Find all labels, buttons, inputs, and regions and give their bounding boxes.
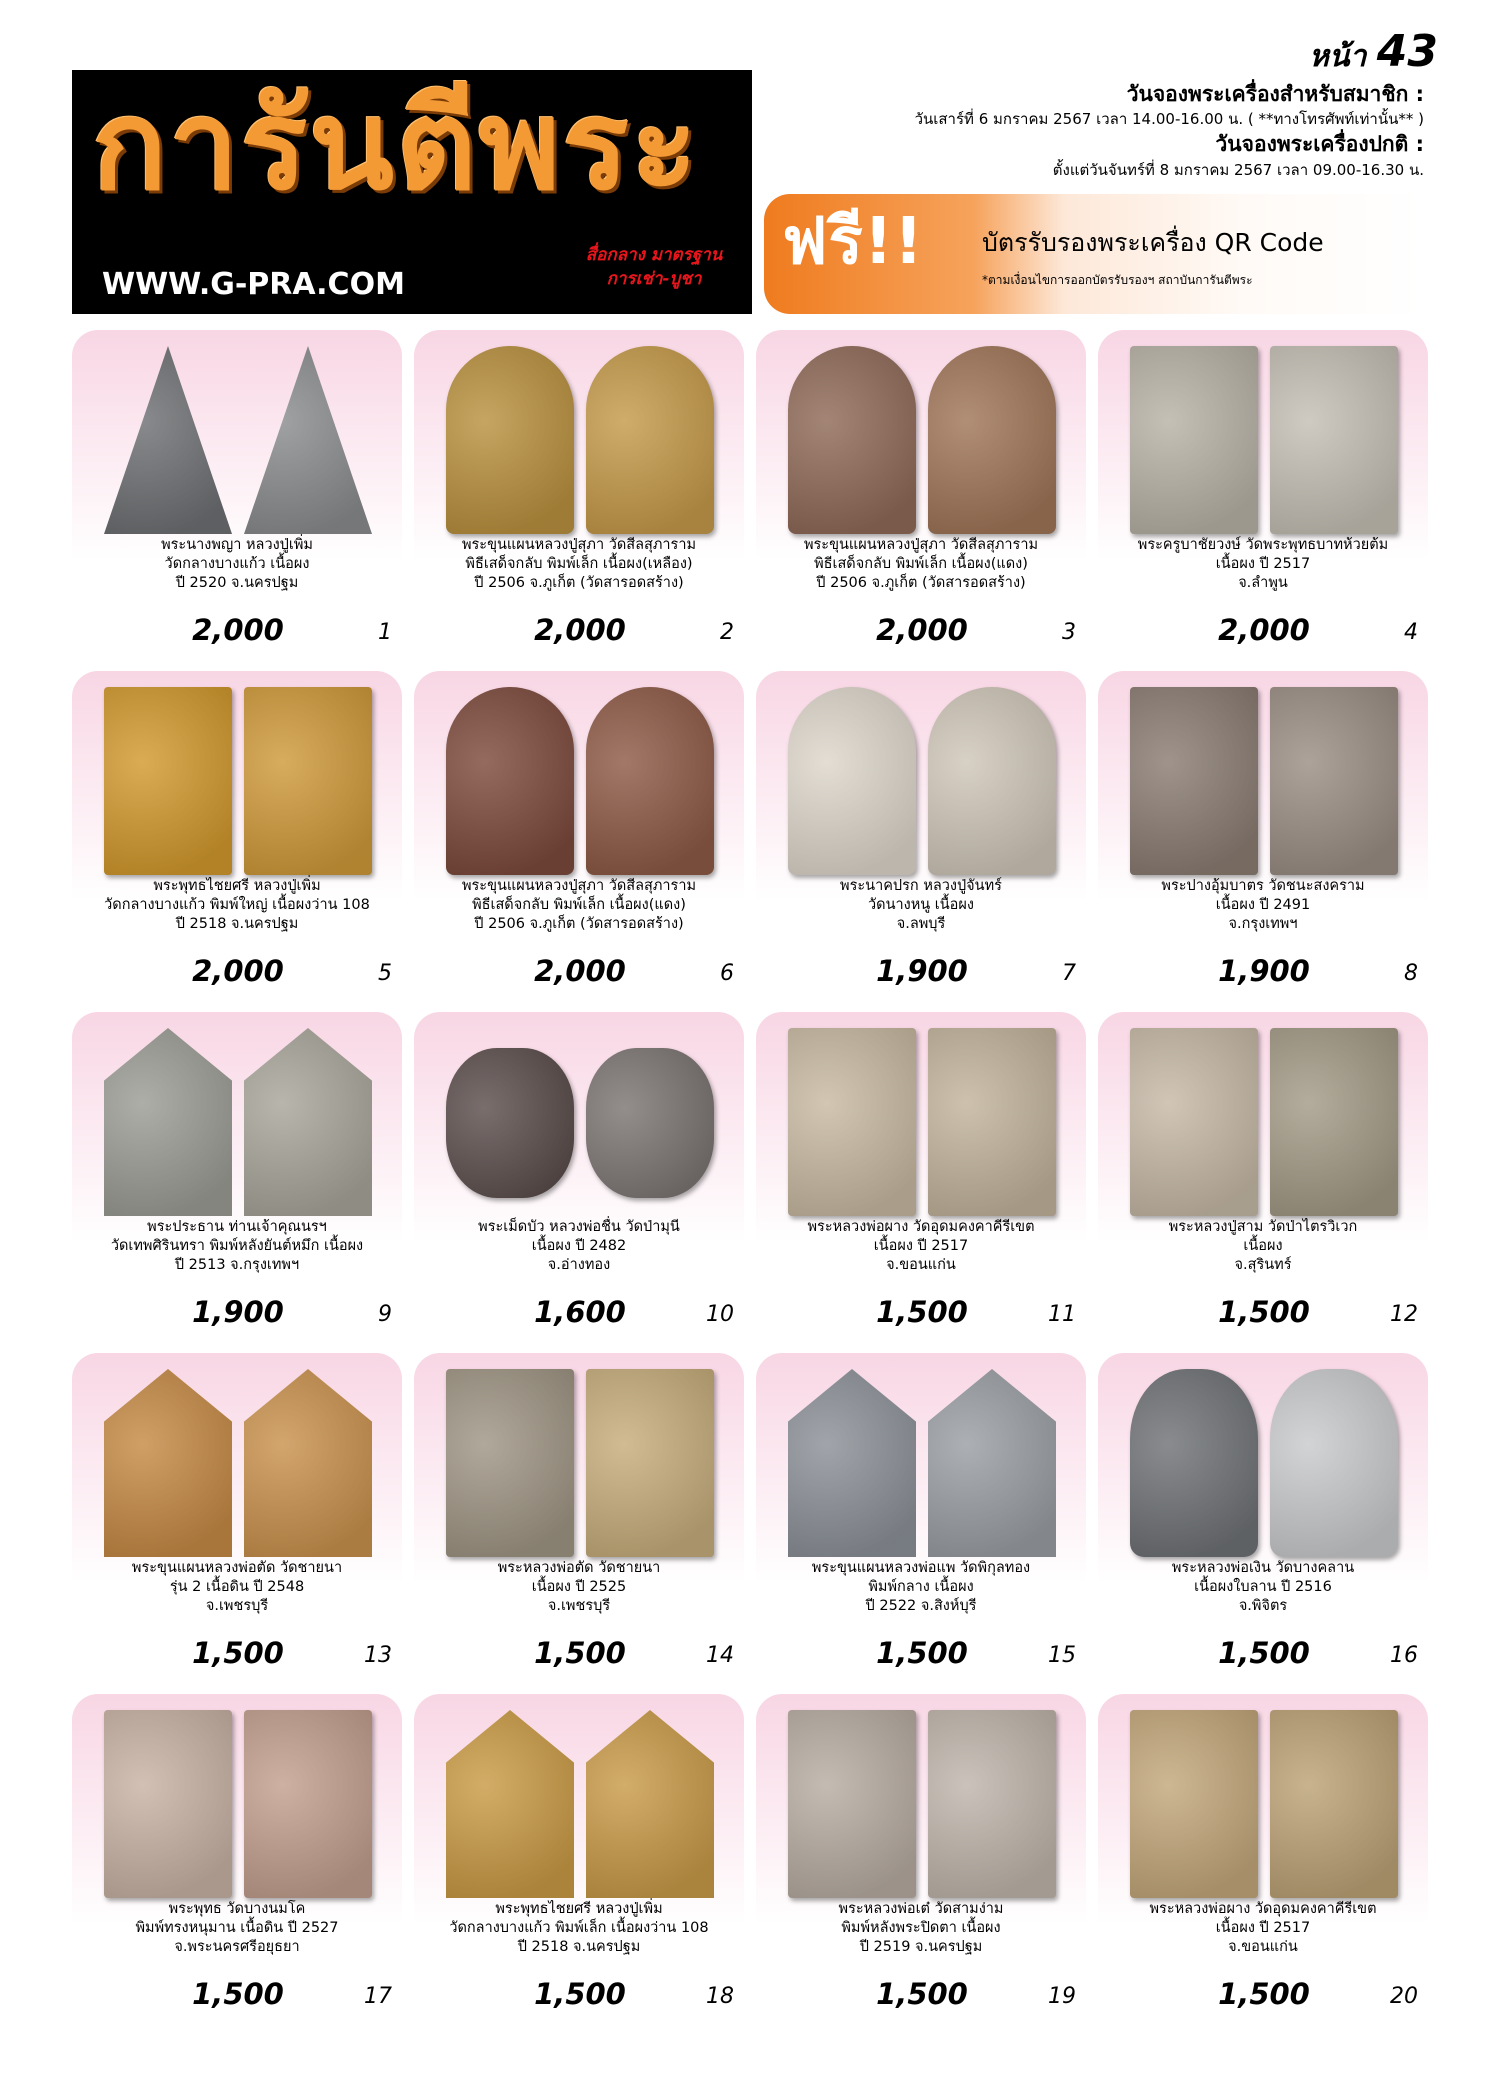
amulet-description-line: พระพุทธ วัดบางนมโค bbox=[168, 1901, 306, 1917]
logo-tagline-line-2: การเช่า-บูชา bbox=[606, 268, 702, 289]
amulet-description-line: พระปางอุ้มบาตร วัดชนะสงคราม bbox=[1161, 878, 1365, 894]
amulet-description-line: พระขุนแผนหลวงปู่สุภา วัดสีลสุภาราม bbox=[803, 537, 1039, 553]
amulet-front-image bbox=[104, 687, 232, 875]
amulet-back-image bbox=[1270, 1028, 1398, 1216]
amulet-item-number: 1 bbox=[378, 620, 392, 645]
amulet-card bbox=[414, 1694, 744, 2027]
amulet-front-image bbox=[788, 1028, 916, 1216]
amulet-front-image bbox=[446, 687, 574, 875]
page-number bbox=[1309, 26, 1438, 80]
amulet-item-number: 10 bbox=[706, 1302, 734, 1327]
amulet-back-image bbox=[586, 1369, 714, 1557]
amulet-front-image bbox=[104, 1710, 232, 1898]
amulet-description-line: พระหลวงพ่อผาง วัดอุดมคงคาคีรีเขต bbox=[1149, 1901, 1377, 1917]
amulet-description bbox=[1098, 536, 1428, 593]
amulet-description bbox=[72, 1900, 402, 1957]
amulet-description bbox=[756, 1900, 1086, 1957]
amulet-description-line: เนื้อผง ปี 2517 bbox=[1215, 1920, 1311, 1937]
amulet-back-image bbox=[244, 1710, 372, 1898]
amulet-front-image bbox=[1130, 346, 1258, 534]
amulet-description-line: จ.ขอนแก่น bbox=[886, 1257, 956, 1274]
amulet-description bbox=[1098, 1559, 1428, 1616]
amulet-description-line: วัดกลางบางแก้ว พิมพ์เล็ก เนื้อผงว่าน 108 bbox=[449, 1920, 709, 1937]
amulet-front-image bbox=[788, 346, 916, 534]
amulet-card bbox=[414, 1012, 744, 1345]
amulet-description bbox=[414, 877, 744, 934]
amulet-card bbox=[756, 330, 1086, 663]
promo-free-label: ฟรี!! bbox=[782, 205, 925, 279]
amulet-price: 2,000 bbox=[534, 954, 626, 988]
amulet-back-image bbox=[244, 1028, 372, 1216]
amulet-description-line: ปี 2506 จ.ภูเก็ต (วัดสารอดสร้าง) bbox=[474, 575, 684, 592]
amulet-back-image bbox=[244, 346, 372, 534]
amulet-back-image bbox=[928, 1028, 1056, 1216]
amulet-description-line: พระพุทธไชยศรี หลวงปู่เพิ่ม bbox=[495, 1901, 663, 1917]
amulet-front-image bbox=[1130, 1028, 1258, 1216]
regular-booking-title: วันจองพระเครื่องปกติ : bbox=[1215, 132, 1424, 157]
amulet-description-line: เนื้อผง ปี 2517 bbox=[1215, 556, 1311, 573]
logo-url: WWW.G-PRA.COM bbox=[102, 267, 405, 302]
amulet-front-image bbox=[446, 1048, 574, 1198]
amulet-price: 1,500 bbox=[876, 1977, 968, 2011]
amulet-item-number: 17 bbox=[364, 1984, 392, 2009]
amulet-description-line: ปี 2519 จ.นครปฐม bbox=[859, 1939, 983, 1956]
amulet-card bbox=[756, 1353, 1086, 1686]
amulet-item-number: 8 bbox=[1404, 961, 1418, 986]
amulet-card bbox=[72, 1694, 402, 2027]
amulet-back-image bbox=[928, 1710, 1056, 1898]
amulet-description-line: จ.ลพบุรี bbox=[896, 916, 946, 933]
amulet-description-line: จ.เพชรบุรี bbox=[205, 1598, 269, 1615]
amulet-card bbox=[72, 671, 402, 1004]
amulet-card bbox=[72, 330, 402, 663]
amulet-description-line: พระหลวงพ่อตัด วัดชายนา bbox=[497, 1560, 661, 1576]
page-number-value: 43 bbox=[1376, 26, 1438, 77]
amulet-card bbox=[756, 1694, 1086, 2027]
amulet-front-image bbox=[1130, 1369, 1258, 1557]
amulet-description-line: พิมพ์กลาง เนื้อผง bbox=[868, 1579, 974, 1596]
amulet-price: 1,900 bbox=[1218, 954, 1310, 988]
amulet-description-line: จ.สุรินทร์ bbox=[1234, 1257, 1292, 1274]
amulet-item-number: 2 bbox=[720, 620, 734, 645]
amulet-description-line: พระขุนแผนหลวงพ่อตัด วัดชายนา bbox=[131, 1560, 343, 1576]
amulet-description-line: พระขุนแผนหลวงพ่อแพ วัดพิกุลทอง bbox=[811, 1560, 1031, 1576]
amulet-item-number: 4 bbox=[1404, 620, 1418, 645]
amulet-description-line: พระประธาน ท่านเจ้าคุณนรฯ bbox=[147, 1219, 327, 1235]
amulet-description-line: จ.กรุงเทพฯ bbox=[1228, 916, 1298, 933]
amulet-item-number: 15 bbox=[1048, 1643, 1076, 1668]
amulet-description-line: ปี 2518 จ.นครปฐม bbox=[175, 916, 299, 933]
amulet-description-line: ปี 2513 จ.กรุงเทพฯ bbox=[174, 1257, 300, 1274]
amulet-back-image bbox=[586, 346, 714, 534]
amulet-card bbox=[72, 1353, 402, 1686]
amulet-card bbox=[1098, 330, 1428, 663]
amulet-item-number: 14 bbox=[706, 1643, 734, 1668]
amulet-description-line: เนื้อผง ปี 2517 bbox=[873, 1238, 969, 1255]
logo-tagline-line-1: สื่อกลาง มาตรฐาน bbox=[585, 245, 723, 265]
amulet-back-image bbox=[244, 687, 372, 875]
amulet-card bbox=[1098, 671, 1428, 1004]
amulet-description-line: พระหลวงพ่อเงิน วัดบางคลาน bbox=[1171, 1560, 1355, 1576]
amulet-back-image bbox=[586, 687, 714, 875]
amulet-description bbox=[1098, 1900, 1428, 1957]
amulet-description bbox=[414, 1218, 744, 1275]
amulet-price: 2,000 bbox=[876, 613, 968, 647]
amulet-description-line: วัดกลางบางแก้ว เนื้อผง bbox=[164, 556, 310, 573]
amulet-item-number: 13 bbox=[364, 1643, 392, 1668]
amulet-price: 1,500 bbox=[876, 1636, 968, 1670]
amulet-item-number: 12 bbox=[1390, 1302, 1418, 1327]
amulet-description-line: พิมพ์ทรงหนุมาน เนื้อดิน ปี 2527 bbox=[135, 1920, 339, 1937]
amulet-item-number: 16 bbox=[1390, 1643, 1418, 1668]
amulet-back-image bbox=[928, 1369, 1056, 1557]
regular-booking-time: ตั้งแต่วันจันทร์ที่ 8 มกราคม 2567 เวลา 09.00-16.30 น. bbox=[1052, 160, 1424, 179]
amulet-description-line: จ.เพชรบุรี bbox=[547, 1598, 611, 1615]
amulet-price: 2,000 bbox=[534, 613, 626, 647]
amulet-back-image bbox=[586, 1710, 714, 1898]
member-booking-time: วันเสาร์ที่ 6 มกราคม 2567 เวลา 14.00-16.00 น. ( **ทางโทรศัพท์เท่านั้น** ) bbox=[914, 110, 1424, 129]
amulet-description-line: พระนาคปรก หลวงปู่จันทร์ bbox=[840, 878, 1002, 894]
amulet-item-number: 6 bbox=[720, 961, 734, 986]
amulet-card bbox=[414, 330, 744, 663]
amulet-back-image bbox=[244, 1369, 372, 1557]
amulet-price: 1,500 bbox=[192, 1636, 284, 1670]
amulet-back-image bbox=[1270, 346, 1398, 534]
amulet-back-image bbox=[1270, 1369, 1398, 1557]
amulet-front-image bbox=[446, 346, 574, 534]
amulet-description-line: วัดกลางบางแก้ว พิมพ์ใหญ่ เนื้อผงว่าน 108 bbox=[104, 897, 370, 914]
amulet-card bbox=[1098, 1694, 1428, 2027]
amulet-front-image bbox=[1130, 1710, 1258, 1898]
amulet-description-line: พระครูบาชัยวงษ์ วัดพระพุทธบาทห้วยต้ม bbox=[1137, 537, 1389, 553]
page-label: หน้า bbox=[1309, 39, 1367, 74]
amulet-description-line: เนื้อผง ปี 2482 bbox=[531, 1238, 627, 1255]
amulet-price: 1,500 bbox=[534, 1977, 626, 2011]
amulet-item-number: 11 bbox=[1048, 1302, 1076, 1327]
amulet-description-line: พิธีเสด็จกลับ พิมพ์เล็ก เนื้อผง(เหลือง) bbox=[465, 556, 693, 573]
amulet-description-line: พระขุนแผนหลวงปู่สุภา วัดสีลสุภาราม bbox=[461, 537, 697, 553]
amulet-description-line: วัดนางหนู เนื้อผง bbox=[868, 897, 974, 914]
amulet-description-line: ปี 2520 จ.นครปฐม bbox=[175, 575, 299, 592]
logo-tagline bbox=[564, 244, 744, 292]
amulet-price: 1,500 bbox=[534, 1636, 626, 1670]
amulet-card bbox=[1098, 1012, 1428, 1345]
amulet-description-line: รุ่น 2 เนื้อดิน ปี 2548 bbox=[169, 1579, 305, 1596]
amulet-back-image bbox=[928, 687, 1056, 875]
amulet-description-line: จ.พิจิตร bbox=[1238, 1598, 1288, 1615]
amulet-item-number: 20 bbox=[1390, 1984, 1418, 2009]
amulet-description-line: พิธีเสด็จกลับ พิมพ์เล็ก เนื้อผง(แดง) bbox=[814, 556, 1028, 573]
amulet-description-line: เนื้อผง ปี 2525 bbox=[531, 1579, 627, 1596]
amulet-description-line: พระนางพญา หลวงปู่เพิ่ม bbox=[161, 537, 313, 553]
booking-schedule bbox=[784, 80, 1424, 181]
logo-title: การันตีพระ bbox=[92, 74, 700, 218]
logo bbox=[72, 70, 752, 314]
amulet-front-image bbox=[104, 1369, 232, 1557]
amulet-price: 2,000 bbox=[1218, 613, 1310, 647]
amulet-price: 1,500 bbox=[1218, 1295, 1310, 1329]
amulet-price: 1,500 bbox=[1218, 1636, 1310, 1670]
promo-note: *ตามเงื่อนไขการออกบัตรรับรองฯ สถาบันการันตีพระ bbox=[982, 273, 1253, 287]
amulet-back-image bbox=[1270, 1710, 1398, 1898]
amulet-description-line: เนื้อผง ปี 2491 bbox=[1215, 897, 1311, 914]
amulet-price: 2,000 bbox=[192, 613, 284, 647]
amulet-front-image bbox=[788, 687, 916, 875]
amulet-item-number: 5 bbox=[378, 961, 392, 986]
amulet-description bbox=[756, 1218, 1086, 1275]
amulet-price: 1,600 bbox=[534, 1295, 626, 1329]
amulet-description-line: พิมพ์หลังพระปิดตา เนื้อผง bbox=[841, 1920, 1001, 1937]
amulet-price: 1,500 bbox=[1218, 1977, 1310, 2011]
amulet-back-image bbox=[928, 346, 1056, 534]
amulet-description-line: พระหลวงพ่อเต๋ วัดสามง่าม bbox=[838, 1901, 1004, 1917]
amulet-card bbox=[414, 671, 744, 1004]
amulet-description bbox=[72, 536, 402, 593]
amulet-back-image bbox=[1270, 687, 1398, 875]
amulet-description bbox=[72, 1559, 402, 1616]
amulet-description-line: พระขุนแผนหลวงปู่สุภา วัดสีลสุภาราม bbox=[461, 878, 697, 894]
amulet-description bbox=[72, 1218, 402, 1275]
member-booking-title: วันจองพระเครื่องสำหรับสมาชิก : bbox=[1126, 82, 1424, 106]
amulet-item-number: 3 bbox=[1062, 620, 1076, 645]
amulet-front-image bbox=[788, 1369, 916, 1557]
amulet-card bbox=[414, 1353, 744, 1686]
amulet-card bbox=[72, 1012, 402, 1345]
amulet-description-line: พระพุทธไชยศรี หลวงปู่เพิ่ม bbox=[153, 878, 321, 894]
amulet-price: 1,500 bbox=[192, 1977, 284, 2011]
amulet-description-line: พระหลวงปู่สาม วัดป่าไตรวิเวก bbox=[1168, 1219, 1358, 1235]
amulet-card bbox=[756, 671, 1086, 1004]
amulet-description-line: พระหลวงพ่อผาง วัดอุดมคงคาคีรีเขต bbox=[807, 1219, 1035, 1235]
amulet-front-image bbox=[104, 346, 232, 534]
amulet-item-number: 7 bbox=[1062, 961, 1076, 986]
promo-text: บัตรรับรองพระเครื่อง QR Code bbox=[982, 228, 1324, 257]
amulet-item-number: 9 bbox=[378, 1302, 392, 1327]
amulet-description-line: ปี 2506 จ.ภูเก็ต (วัดสารอดสร้าง) bbox=[816, 575, 1026, 592]
amulet-front-image bbox=[446, 1710, 574, 1898]
amulet-price: 1,900 bbox=[192, 1295, 284, 1329]
amulet-description-line: ปี 2506 จ.ภูเก็ต (วัดสารอดสร้าง) bbox=[474, 916, 684, 933]
amulet-item-number: 19 bbox=[1048, 1984, 1076, 2009]
amulet-description-line: ปี 2518 จ.นครปฐม bbox=[517, 1939, 641, 1956]
amulet-description bbox=[414, 1559, 744, 1616]
amulet-grid bbox=[72, 330, 1428, 2026]
amulet-description bbox=[1098, 1218, 1428, 1275]
amulet-description-line: จ.พระนครศรีอยุธยา bbox=[174, 1939, 300, 1956]
amulet-price: 2,000 bbox=[192, 954, 284, 988]
amulet-description-line: จ.ขอนแก่น bbox=[1228, 1939, 1298, 1956]
amulet-back-image bbox=[586, 1048, 714, 1198]
amulet-description bbox=[1098, 877, 1428, 934]
amulet-price: 1,900 bbox=[876, 954, 968, 988]
amulet-front-image bbox=[788, 1710, 916, 1898]
amulet-description-line: เนื้อผง bbox=[1243, 1238, 1283, 1255]
amulet-description-line: จ.ลำพูน bbox=[1238, 575, 1288, 592]
amulet-front-image bbox=[1130, 687, 1258, 875]
amulet-description-line: วัดเทพศิรินทรา พิมพ์หลังยันต์หมึก เนื้อผง bbox=[110, 1238, 364, 1255]
amulet-description-line: จ.อ่างทอง bbox=[547, 1257, 611, 1274]
amulet-description-line: พิธีเสด็จกลับ พิมพ์เล็ก เนื้อผง(แดง) bbox=[472, 897, 686, 914]
amulet-description bbox=[414, 1900, 744, 1957]
amulet-price: 1,500 bbox=[876, 1295, 968, 1329]
amulet-description bbox=[756, 536, 1086, 593]
amulet-front-image bbox=[446, 1369, 574, 1557]
amulet-description-line: เนื้อผงใบลาน ปี 2516 bbox=[1194, 1579, 1332, 1596]
amulet-item-number: 18 bbox=[706, 1984, 734, 2009]
amulet-description bbox=[756, 877, 1086, 934]
amulet-card bbox=[1098, 1353, 1428, 1686]
amulet-card bbox=[756, 1012, 1086, 1345]
promo-banner bbox=[764, 194, 1424, 314]
amulet-front-image bbox=[104, 1028, 232, 1216]
amulet-description bbox=[72, 877, 402, 934]
amulet-description-line: ปี 2522 จ.สิงห์บุรี bbox=[865, 1598, 977, 1615]
amulet-description bbox=[756, 1559, 1086, 1616]
amulet-description-line: พระเม็ดบัว หลวงพ่อชื่น วัดป่ามุนี bbox=[478, 1219, 680, 1235]
amulet-description bbox=[414, 536, 744, 593]
